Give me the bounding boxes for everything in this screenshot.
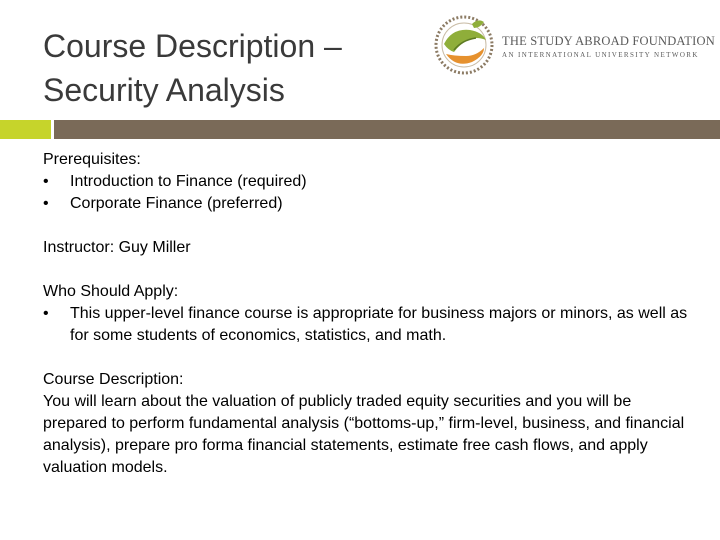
prerequisites-section (43, 149, 693, 215)
page-title-line-2: Security Analysis (43, 72, 285, 108)
course-description-body: You will learn about the valuation of publicly traded equity securities and you will be prepared to perform fundamental analysis (“bottoms-up,” firm-level, business, and financial analysis), prepare pro forma financial statements, estimate free cash flows, and apply valuation models. (43, 393, 685, 476)
page-title (43, 24, 423, 112)
slide-content (43, 149, 693, 501)
course-description-section (43, 369, 693, 479)
page-title-line-1: Course Description – (43, 28, 342, 64)
study-abroad-foundation-logo (432, 14, 715, 76)
list-item (43, 171, 693, 193)
bullet-icon: • (43, 305, 49, 322)
list-item-text: Corporate Finance (preferred) (70, 195, 283, 212)
bullet-icon: • (43, 173, 49, 190)
bullet-icon: • (43, 195, 49, 212)
who-should-apply-heading: Who Should Apply: (43, 283, 179, 300)
instructor-text: Instructor: Guy Miller (43, 239, 191, 256)
course-description-heading: Course Description: (43, 371, 184, 388)
list-item-text: Introduction to Finance (required) (70, 173, 307, 190)
leaf-hand-emblem-icon (432, 14, 496, 76)
who-should-apply-list (43, 303, 693, 347)
accent-bar-green (0, 120, 51, 139)
logo-tagline: AN INTERNATIONAL UNIVERSITY NETWORK (502, 51, 699, 59)
list-item (43, 193, 693, 215)
list-item (43, 303, 693, 347)
prerequisites-list (43, 171, 693, 215)
accent-bar-brown (54, 120, 720, 139)
logo-name: THE STUDY ABROAD FOUNDATION (502, 34, 715, 48)
instructor-section (43, 237, 693, 259)
list-item-text: This upper-level finance course is appropriate for business majors or minors, as well as for some students of economics, statistics, and math. (70, 305, 688, 344)
who-should-apply-section (43, 281, 693, 347)
prerequisites-heading: Prerequisites: (43, 151, 141, 168)
